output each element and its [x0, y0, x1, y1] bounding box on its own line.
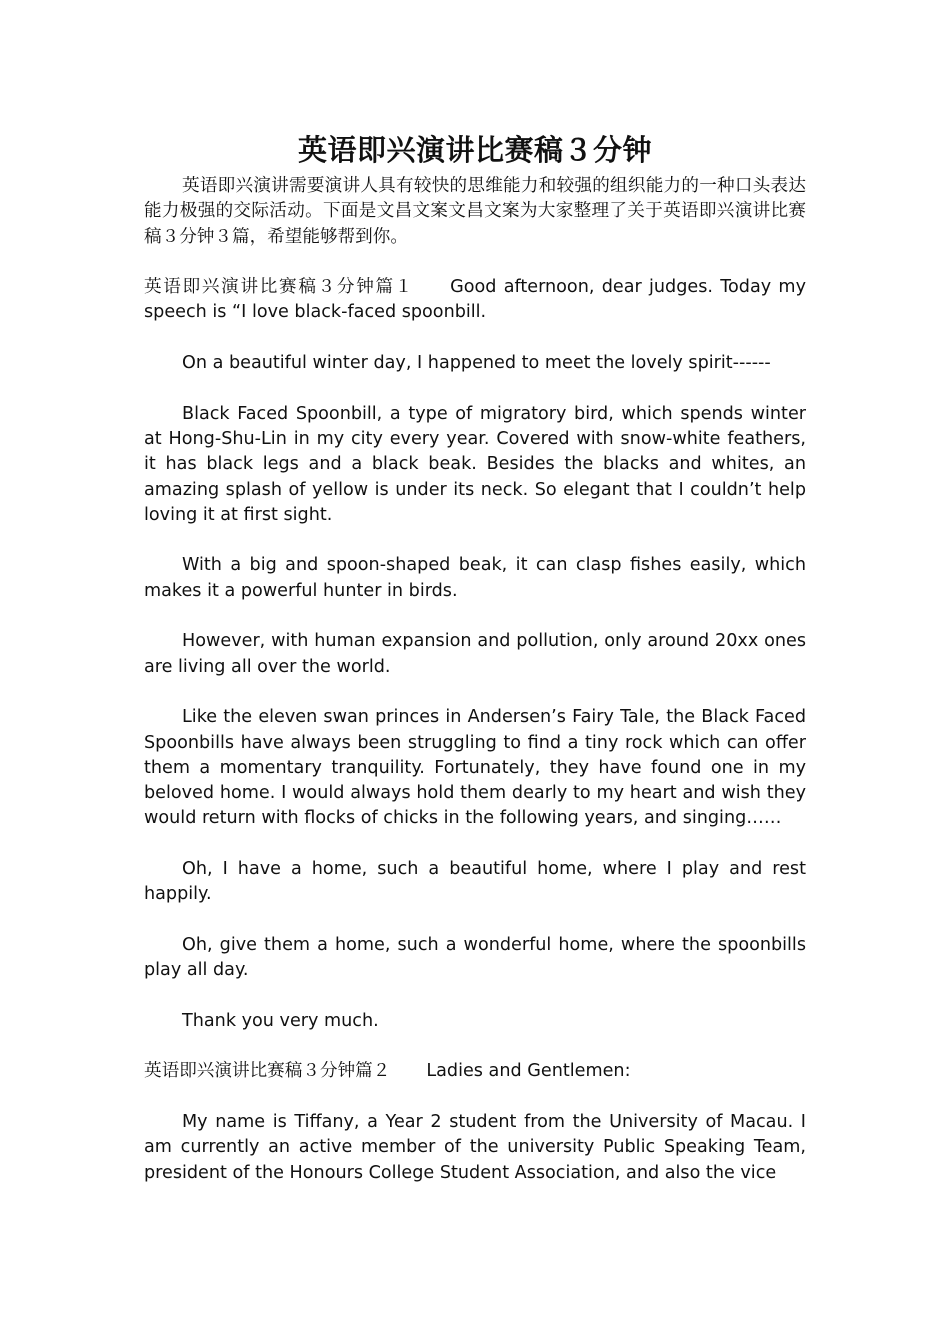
- body-paragraph: With a big and spoon-shaped beak, it can clasp fishes easily, which makes it a powerful hunter in birds.: [144, 555, 806, 601]
- body-paragraph: Thank you very much.: [182, 1010, 379, 1031]
- body-paragraph: On a beautiful winter day, I happened to meet the lovely spirit------: [182, 353, 771, 374]
- body-paragraph: My name is Tiffany, a Year 2 student from the University of Macau. I am currently an active member of the university Public Speaking Team, president of the Honours College Student Association, and also the vice: [144, 1111, 806, 1183]
- section-1-heading: 英语即兴演讲比赛稿３分钟篇１: [144, 277, 415, 298]
- section-1-opening: [144, 275, 806, 326]
- body-paragraph: However, with human expansion and pollution, only around 20xx ones are living all over the world.: [144, 631, 806, 677]
- document-body: [144, 128, 806, 1211]
- intro-paragraph: 英语即兴演讲需要演讲人具有较快的思维能力和较强的组织能力的一种口头表达能力极强的交际活动。下面是文昌文案文昌文案为大家整理了关于英语即兴演讲比赛稿３分钟３篇，希望能够帮到你。: [144, 176, 806, 247]
- body-paragraph: Black Faced Spoonbill, a type of migratory bird, which spends winter at Hong-Shu-Lin in my city every year. Covered with snow-white feathers, it has black legs and a black beak. Besides the blacks and whites, an amazing splash of yellow is under its neck. So elegant that I couldn’t help loving it at first sight.: [144, 403, 806, 525]
- document-title: 英语即兴演讲比赛稿３分钟: [297, 133, 652, 167]
- section-1-first-line: Good afternoon, dear judges. Today my speech is “I love black-faced spoonbill.: [144, 277, 806, 323]
- body-paragraph: Oh, give them a home, such a wonderful home, where the spoonbills play all day.: [144, 934, 806, 981]
- section-2-heading: 英语即兴演讲比赛稿３分钟篇２: [144, 1061, 391, 1082]
- body-paragraph: Oh, I have a home, such a beautiful home, where I play and rest happily.: [144, 859, 806, 905]
- body-paragraph: Like the eleven swan princes in Andersen’s Fairy Tale, the Black Faced Spoonbills have always been struggling to find a tiny rock which can offer them a momentary tranquility. Fortunately, they have found one in my beloved home. I would always hold them dearly to my heart and wish they would return with flocks of chicks in the following years, and singing……: [144, 707, 806, 829]
- section-2-first-line: Ladies and Gentlemen:: [426, 1061, 631, 1082]
- section-2-opening: [144, 1059, 806, 1084]
